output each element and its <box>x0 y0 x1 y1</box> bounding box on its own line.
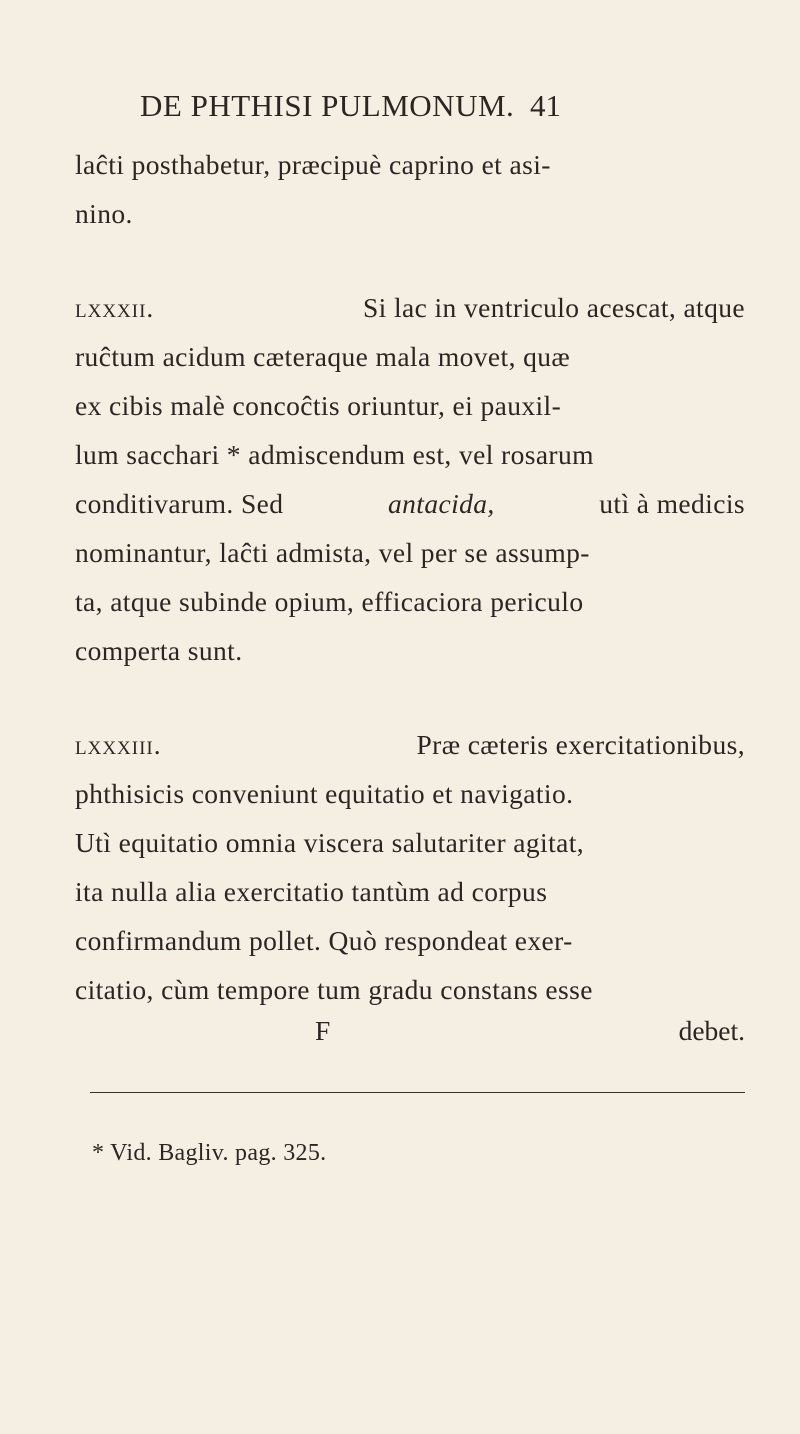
text-span: conditivarum. Sed <box>75 488 284 519</box>
text-line: comperta sunt. <box>75 635 243 666</box>
paragraph-first-line <box>75 720 745 769</box>
page-number: 41 <box>530 88 561 123</box>
text-line <box>75 479 745 528</box>
italic-term: antacida, <box>387 488 495 519</box>
text-line: phthisicis conveniunt equitatio et navigatio. <box>75 778 574 809</box>
text-line: citatio, cùm tempore tum gradu constans esse <box>75 974 593 1005</box>
text-line: confirmandum pollet. Quò respondeat exer- <box>75 925 573 956</box>
text-line: ta, atque subinde opium, efficaciora periculo <box>75 586 584 617</box>
footnote: * Vid. Bagliv. pag. 325. <box>92 1140 327 1166</box>
paragraph-first-line <box>75 283 745 332</box>
text-line: ruĉtum acidum cæteraque mala movet, quæ <box>75 341 571 372</box>
text-line: ex cibis malè concoĉtis oriuntur, ei pauxil- <box>75 390 562 421</box>
text-line: ita nulla alia exercitatio tantùm ad corpus <box>75 876 548 907</box>
text-line: lum sacchari * admiscendum est, vel rosarum <box>75 439 594 470</box>
text-line: nominantur, laĉti admista, vel per se assump- <box>75 537 590 568</box>
paragraph-marker: lxxxiii. <box>75 729 162 760</box>
catchword-line <box>75 1006 745 1055</box>
footnote-rule <box>90 1092 745 1093</box>
signature-mark: F <box>315 1015 331 1046</box>
text-line: Utì equitatio omnia viscera salutariter agitat, <box>75 827 585 858</box>
catchword: debet. <box>678 1015 745 1046</box>
running-title: DE PHTHISI PULMONUM. <box>140 88 515 123</box>
body-text <box>75 140 745 1014</box>
text-span: utì à medicis <box>599 488 745 519</box>
text-span: Si lac in ventriculo acescat, atque <box>362 292 745 323</box>
paragraph-marker: lxxxii. <box>75 292 155 323</box>
text-line: laĉti posthabetur, præcipuè caprino et asi- <box>75 149 551 180</box>
text-span: Præ cæteris exercitationibus, <box>416 729 745 760</box>
text-line: nino. <box>75 198 133 229</box>
